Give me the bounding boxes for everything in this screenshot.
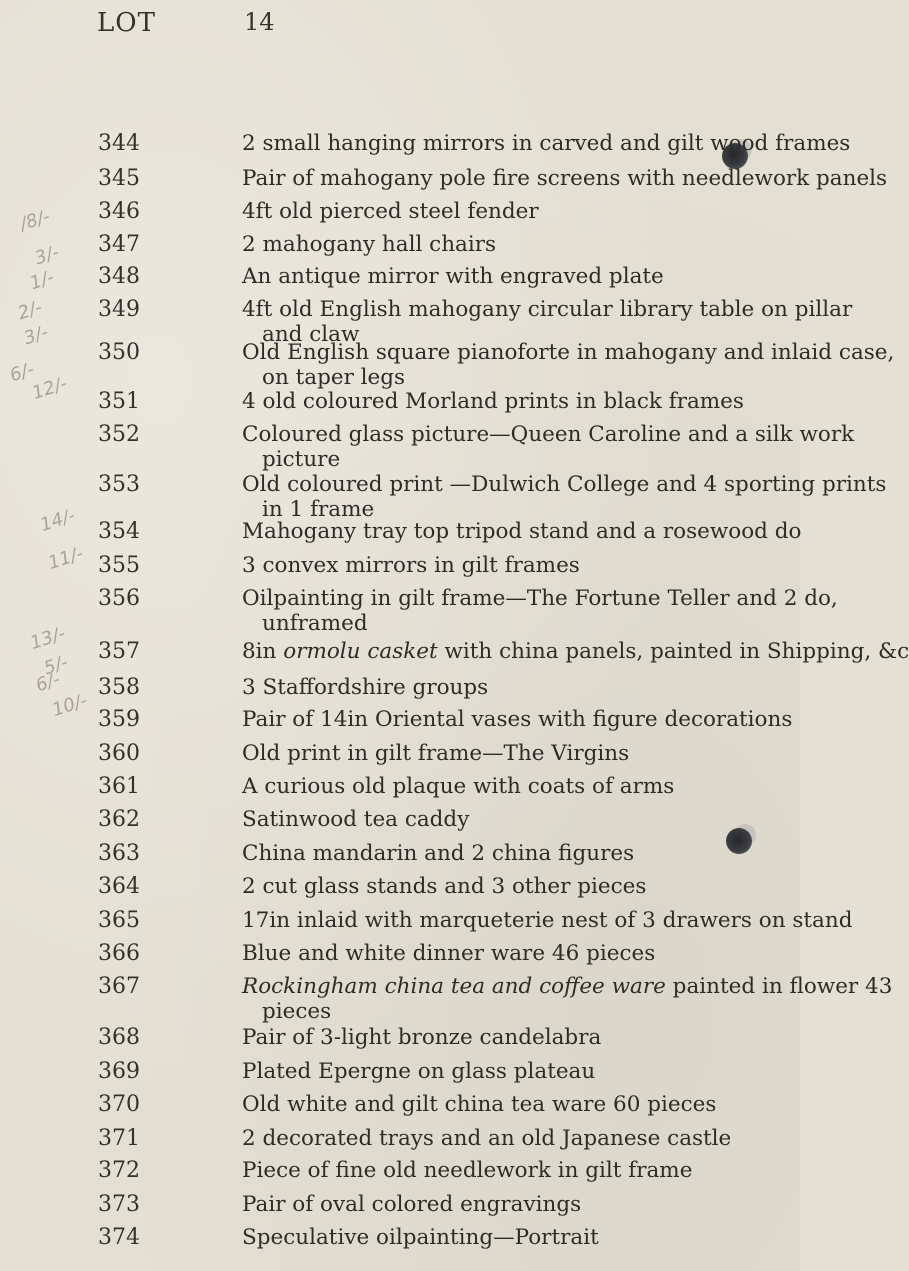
- pencil-margin-note: /8/-: [17, 205, 53, 236]
- lot-number: 344: [98, 131, 140, 156]
- lot-description-line: 2 decorated trays and an old Japanese castle: [242, 1126, 732, 1151]
- lot-number: 366: [98, 941, 140, 966]
- lot-number: 353: [98, 472, 140, 497]
- lot-description-line: Pair of oval colored engravings: [242, 1192, 582, 1217]
- lot-number: 357: [98, 639, 140, 664]
- lot-description-line: Satinwood tea caddy: [242, 807, 470, 832]
- lot-number: 363: [98, 841, 140, 866]
- lot-description-line: China mandarin and 2 china figures: [242, 841, 635, 866]
- pencil-margin-note: 6/-: [33, 668, 63, 697]
- lot-number: 355: [98, 553, 140, 578]
- lot-number: 351: [98, 389, 140, 414]
- lot-number: 346: [98, 199, 140, 224]
- lot-number: 361: [98, 774, 140, 799]
- lot-description: [242, 586, 838, 636]
- lot-number: 348: [98, 264, 140, 289]
- pencil-margin-note: 12/-: [29, 373, 70, 404]
- lot-description-line: Blue and white dinner ware 46 pieces: [242, 941, 656, 966]
- lot-description-line: 4 old coloured Morland prints in black frames: [242, 389, 744, 414]
- lot-description: [242, 675, 782, 700]
- pencil-margin-note: 1/-: [27, 266, 57, 295]
- lot-description-line: 2 small hanging mirrors in carved and gilt wood frames: [242, 131, 851, 156]
- lot-number: 365: [98, 908, 140, 933]
- lot-number: 360: [98, 741, 140, 766]
- lot-description-line: 8in ormolu casket with china panels, painted in Shipping, &c: [242, 639, 909, 664]
- lot-number: 367: [98, 974, 140, 999]
- lot-description-line: Plated Epergne on glass plateau: [242, 1059, 596, 1084]
- lot-number: 350: [98, 340, 140, 365]
- lot-description-line: Pair of 3-light bronze candelabra: [242, 1025, 602, 1050]
- lot-number: 352: [98, 422, 140, 447]
- lot-description-line: Rockingham china tea and coffee ware painted in flower 43: [242, 974, 893, 999]
- page-number: 14: [244, 8, 275, 36]
- lot-description-line: 4ft old English mahogany circular library table on pillar: [242, 297, 853, 322]
- lot-description: [242, 1225, 782, 1250]
- lot-description: [242, 908, 853, 933]
- lot-description-continuation: on taper legs: [262, 365, 406, 390]
- lot-description: [242, 264, 782, 289]
- lot-description-line: Piece of fine old needlework in gilt frame: [242, 1158, 693, 1183]
- lot-description: [242, 131, 851, 156]
- lot-number: 358: [98, 675, 140, 700]
- lot-description-line: Old coloured print —Dulwich College and 4 sporting prints: [242, 472, 887, 497]
- lot-description: [242, 1126, 782, 1151]
- lot-number: 349: [98, 297, 140, 322]
- pencil-margin-note: 6/-: [7, 358, 37, 387]
- lot-description: [242, 874, 782, 899]
- lot-description: [242, 774, 782, 799]
- lot-number: 373: [98, 1192, 140, 1217]
- lot-description: [242, 389, 782, 414]
- lot-description: [242, 1059, 782, 1084]
- lot-description-line: 2 mahogany hall chairs: [242, 232, 497, 257]
- pencil-margin-note: 2/-: [15, 296, 45, 325]
- lot-description-continuation: pieces: [262, 999, 332, 1024]
- lot-number: 364: [98, 874, 140, 899]
- lot-description-continuation: picture: [262, 447, 341, 472]
- pencil-margin-note: 13/-: [27, 623, 68, 654]
- lot-description: [242, 1025, 782, 1050]
- lot-description-line: Old English square pianoforte in mahogany and inlaid case,: [242, 340, 895, 365]
- lot-number: 372: [98, 1158, 140, 1183]
- lot-number: 368: [98, 1025, 140, 1050]
- lot-column-heading: LOT: [97, 8, 156, 38]
- pencil-margin-note: 5/-: [41, 651, 71, 680]
- lot-description: [242, 472, 887, 522]
- pencil-margin-note: 3/-: [32, 241, 62, 270]
- pencil-margin-note: 14/-: [37, 505, 78, 536]
- lot-description-line: Old white and gilt china tea ware 60 pieces: [242, 1092, 717, 1117]
- lot-description-continuation: in 1 frame: [262, 497, 375, 522]
- lot-number: 354: [98, 519, 140, 544]
- lot-description-line: 3 Staffordshire groups: [242, 675, 489, 700]
- pencil-margin-note: 11/-: [45, 543, 86, 574]
- lot-number: 370: [98, 1092, 140, 1117]
- lot-description: [242, 741, 782, 766]
- lot-number: 371: [98, 1126, 140, 1151]
- lot-description: [242, 941, 782, 966]
- lot-description-line: Speculative oilpainting—Portrait: [242, 1225, 599, 1250]
- lot-description: [242, 422, 855, 472]
- lot-description-continuation: and claw: [262, 322, 360, 347]
- lot-number: 374: [98, 1225, 140, 1250]
- lot-description-continuation: unframed: [262, 611, 368, 636]
- lot-description-line: 17in inlaid with marqueterie nest of 3 drawers on stand: [242, 908, 853, 933]
- lot-description-line: An antique mirror with engraved plate: [242, 264, 664, 289]
- lot-description-line: Coloured glass picture—Queen Caroline and a silk work: [242, 422, 855, 447]
- lot-description: [242, 1092, 782, 1117]
- lot-description-line: Pair of mahogany pole fire screens with needlework panels: [242, 166, 888, 191]
- lot-description: [242, 841, 782, 866]
- lot-description: [242, 807, 782, 832]
- lot-description: [242, 340, 895, 390]
- pencil-margin-note: 3/-: [21, 321, 51, 350]
- lot-description: [242, 1192, 782, 1217]
- lot-description-line: A curious old plaque with coats of arms: [242, 774, 675, 799]
- pencil-margin-note: 10/-: [49, 690, 90, 721]
- lot-number: 347: [98, 232, 140, 257]
- lot-description: [242, 232, 782, 257]
- lot-description: [242, 1158, 782, 1183]
- lot-description: [242, 166, 888, 191]
- lot-number: 359: [98, 707, 140, 732]
- lot-description: [242, 553, 782, 578]
- lot-description: [242, 199, 782, 224]
- lot-description: [242, 974, 893, 1024]
- lot-description-line: 2 cut glass stands and 3 other pieces: [242, 874, 647, 899]
- lot-description-line: Oilpainting in gilt frame—The Fortune Teller and 2 do,: [242, 586, 838, 611]
- lot-number: 362: [98, 807, 140, 832]
- lot-description-line: Old print in gilt frame—The Virgins: [242, 741, 630, 766]
- lot-description-line: Pair of 14in Oriental vases with figure decorations: [242, 707, 793, 732]
- lot-description-line: 3 convex mirrors in gilt frames: [242, 553, 580, 578]
- lot-number: 356: [98, 586, 140, 611]
- lot-description-line: Mahogany tray top tripod stand and a rosewood do: [242, 519, 802, 544]
- lot-number: 345: [98, 166, 140, 191]
- lot-number: 369: [98, 1059, 140, 1084]
- lot-description: [242, 707, 793, 732]
- lot-description: [242, 519, 802, 544]
- lot-description-line: 4ft old pierced steel fender: [242, 199, 539, 224]
- lot-description: [242, 639, 909, 664]
